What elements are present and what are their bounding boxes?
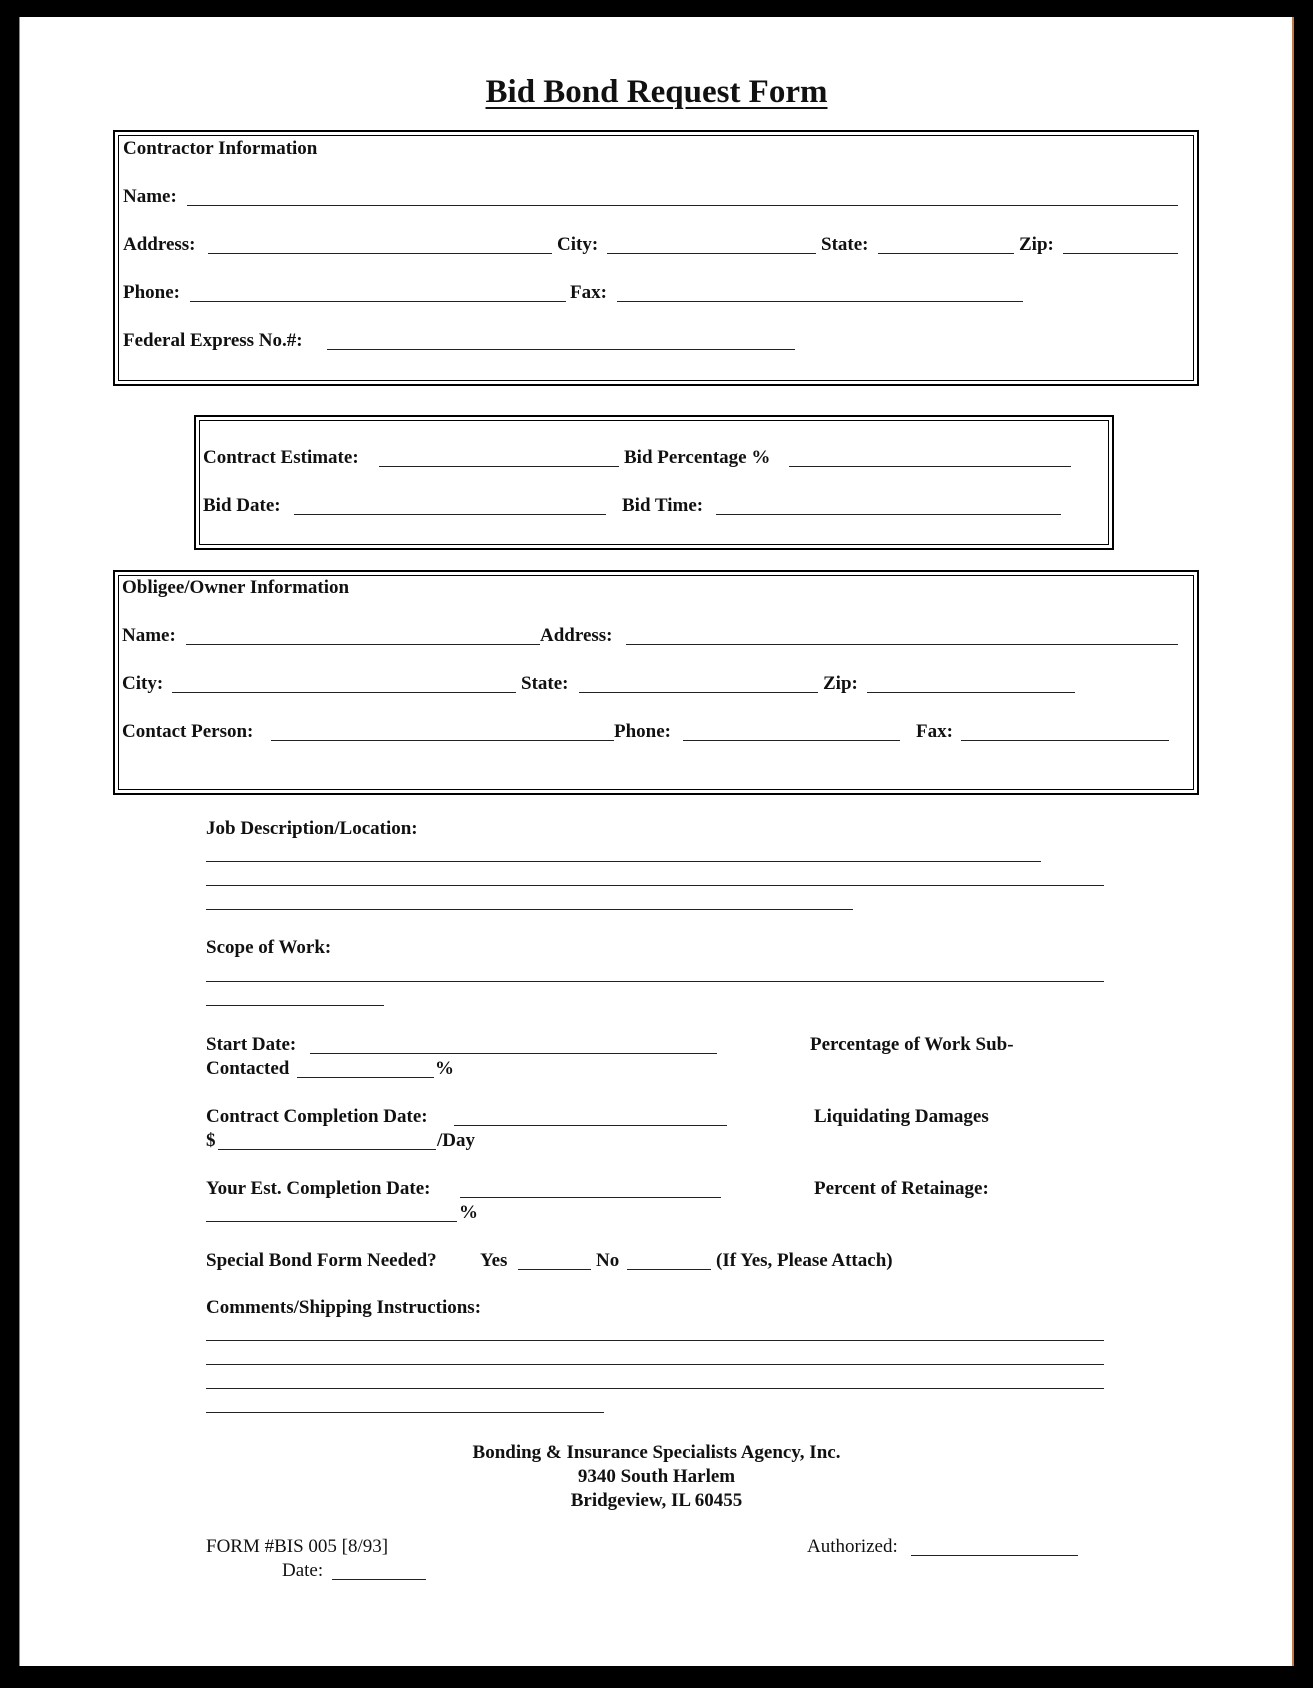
special-bond-yes-field[interactable]	[518, 1269, 591, 1270]
comments-label: Comments/Shipping Instructions:	[206, 1297, 482, 1318]
start-date-field[interactable]	[310, 1053, 717, 1054]
scope-of-work-line-1[interactable]	[206, 981, 1104, 982]
agency-city: Bridgeview, IL 60455	[570, 1490, 743, 1511]
completion-date-label: Contract Completion Date:	[206, 1106, 428, 1127]
obligee-info-box	[113, 570, 1199, 795]
footer-date-label: Date:	[282, 1560, 324, 1581]
special-bond-yes-label: Yes	[480, 1250, 508, 1271]
obligee-city-label: City:	[122, 673, 164, 694]
obligee-phone-field[interactable]	[683, 740, 900, 741]
comments-line-4[interactable]	[206, 1412, 604, 1413]
obligee-contact-field[interactable]	[271, 740, 614, 741]
obligee-fax-field[interactable]	[961, 740, 1169, 741]
if-yes-note: (If Yes, Please Attach)	[716, 1250, 893, 1271]
liquidating-damages-field[interactable]	[218, 1149, 436, 1150]
obligee-address-label: Address:	[540, 625, 613, 646]
job-description-line-1[interactable]	[206, 861, 1041, 862]
start-date-label: Start Date:	[206, 1034, 297, 1055]
obligee-state-field[interactable]	[579, 692, 818, 693]
contractor-city-label: City:	[557, 234, 599, 255]
contract-estimate-label: Contract Estimate:	[203, 447, 359, 468]
bid-percentage-field[interactable]	[789, 466, 1071, 467]
contractor-phone-field[interactable]	[190, 301, 566, 302]
special-bond-no-field[interactable]	[627, 1269, 711, 1270]
footer-date-field[interactable]	[332, 1579, 426, 1580]
pct-work-sub-field[interactable]	[297, 1077, 434, 1078]
special-bond-label: Special Bond Form Needed?	[206, 1250, 437, 1271]
bid-time-field[interactable]	[716, 514, 1061, 515]
obligee-zip-label: Zip:	[823, 673, 858, 694]
authorized-label: Authorized:	[807, 1536, 898, 1557]
form-number: FORM #BIS 005 [8/93]	[206, 1536, 389, 1557]
obligee-contact-label: Contact Person:	[122, 721, 254, 742]
agency-street: 9340 South Harlem	[577, 1466, 736, 1487]
job-description-line-3[interactable]	[206, 909, 853, 910]
contractor-fedex-label: Federal Express No.#:	[123, 330, 303, 351]
contractor-zip-label: Zip:	[1019, 234, 1054, 255]
contractor-address-field[interactable]	[208, 253, 552, 254]
comments-line-3[interactable]	[206, 1388, 1104, 1389]
contractor-state-label: State:	[821, 234, 869, 255]
contractor-fax-field[interactable]	[617, 301, 1023, 302]
scope-of-work-label: Scope of Work:	[206, 937, 332, 958]
pct-work-sub-label: Percentage of Work Sub-	[810, 1034, 1014, 1055]
bid-date-label: Bid Date:	[203, 495, 281, 516]
completion-date-field[interactable]	[454, 1125, 727, 1126]
retainage-percent: %	[459, 1202, 478, 1223]
obligee-fax-label: Fax:	[916, 721, 953, 742]
liquidating-damages-label: Liquidating Damages	[814, 1106, 989, 1127]
form-title-text: Bid Bond Request Form	[485, 74, 828, 110]
agency-name: Bonding & Insurance Specialists Agency, Inc.	[472, 1442, 841, 1463]
authorized-field[interactable]	[911, 1555, 1078, 1556]
obligee-zip-field[interactable]	[867, 692, 1075, 693]
bid-time-label: Bid Time:	[622, 495, 704, 516]
bid-info-box-inner	[199, 420, 1109, 545]
contractor-fedex-field[interactable]	[327, 349, 795, 350]
contractor-state-field[interactable]	[878, 253, 1014, 254]
obligee-name-label: Name:	[122, 625, 176, 646]
obligee-phone-label: Phone:	[614, 721, 671, 742]
bid-percentage-label: Bid Percentage %	[624, 447, 771, 468]
job-description-label: Job Description/Location:	[206, 818, 418, 839]
obligee-name-field[interactable]	[186, 644, 540, 645]
pct-work-sub-percent: %	[435, 1058, 454, 1079]
contractor-name-label: Name:	[123, 186, 177, 207]
scope-of-work-line-2[interactable]	[206, 1005, 384, 1006]
bid-info-box	[194, 415, 1114, 550]
est-completion-label: Your Est. Completion Date:	[206, 1178, 431, 1199]
obligee-info-heading: Obligee/Owner Information	[122, 577, 350, 598]
est-completion-field[interactable]	[460, 1197, 721, 1198]
job-description-line-2[interactable]	[206, 885, 1104, 886]
contractor-city-field[interactable]	[607, 253, 816, 254]
obligee-info-box-inner	[118, 575, 1194, 790]
contractor-address-label: Address:	[123, 234, 196, 255]
special-bond-no-label: No	[596, 1250, 620, 1271]
liquidating-dollar-sign: $	[206, 1130, 216, 1151]
contacted-label: Contacted	[206, 1058, 290, 1079]
contract-estimate-field[interactable]	[379, 466, 619, 467]
obligee-state-label: State:	[521, 673, 569, 694]
contractor-name-field[interactable]	[187, 205, 1178, 206]
form-title	[0, 74, 1313, 111]
retainage-label: Percent of Retainage:	[814, 1178, 989, 1199]
obligee-city-field[interactable]	[172, 692, 516, 693]
contractor-zip-field[interactable]	[1063, 253, 1178, 254]
contractor-fax-label: Fax:	[570, 282, 607, 303]
comments-line-2[interactable]	[206, 1364, 1104, 1365]
contractor-info-heading: Contractor Information	[123, 138, 318, 159]
contractor-phone-label: Phone:	[123, 282, 180, 303]
bid-date-field[interactable]	[294, 514, 606, 515]
retainage-field[interactable]	[206, 1221, 457, 1222]
obligee-address-field[interactable]	[626, 644, 1178, 645]
comments-line-1[interactable]	[206, 1340, 1104, 1341]
per-day-label: /Day	[437, 1130, 475, 1151]
